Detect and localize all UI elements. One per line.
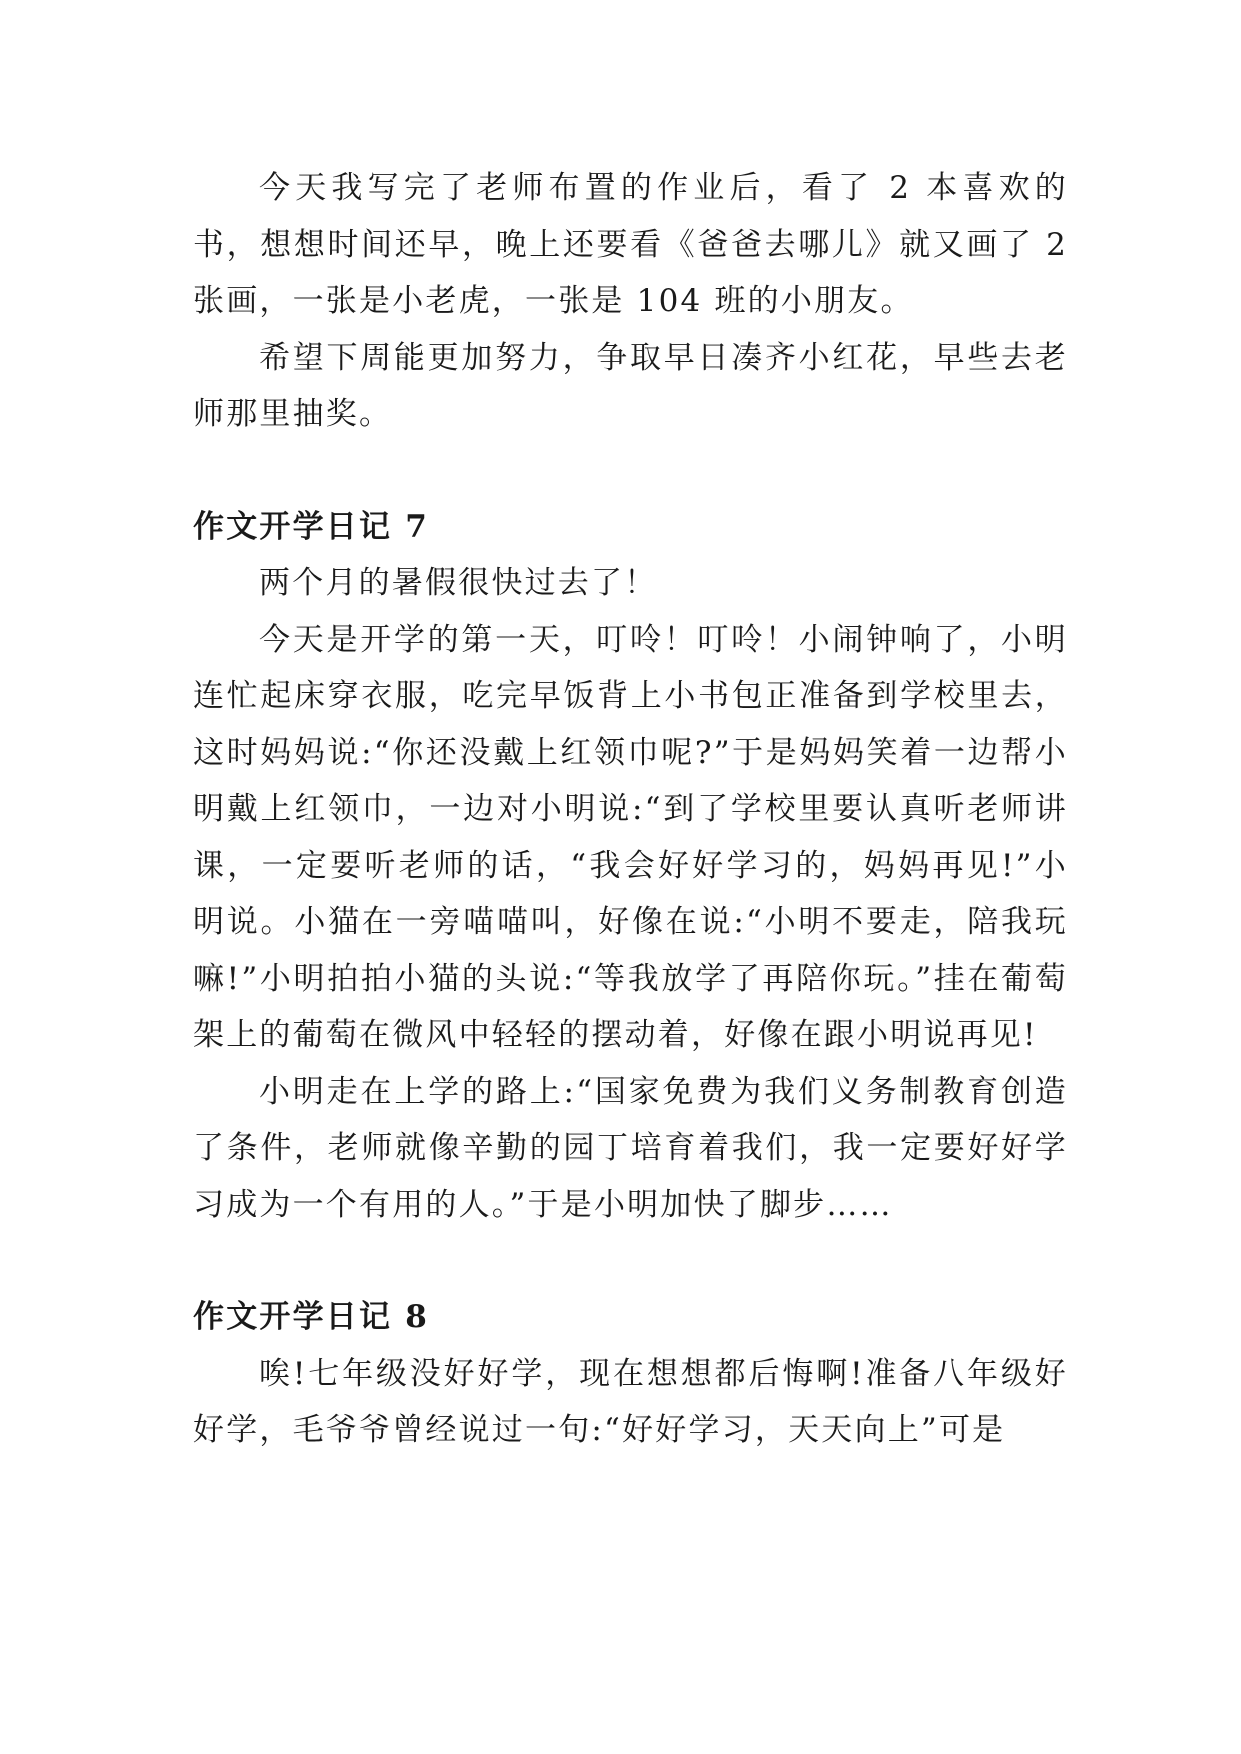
paragraph-homework: 今天我写完了老师布置的作业后，看了 2 本喜欢的书，想想时间还早，晚上还要看《爸爸去哪儿》就又画了 2 张画，一张是小老虎，一张是 104 班的小朋友。 — [193, 170, 1068, 319]
section-heading-7: 作文开学日记 7 — [193, 508, 429, 545]
paragraph-first-day: 今天是开学的第一天，叮呤！叮呤！小闹钟响了，小明连忙起床穿衣服，吃完早饭背上小书包正准备到学校里去，这时妈妈说:“你还没戴上红领巾呢?”于是妈妈笑着一边帮小明戴上红领巾，一边对小明说:“到了学校里要认真听老师讲课，一定要听老师的话，“我会好好学习的，妈妈再见!”小明说。小猫在一旁喵喵叫，好像在说:“小明不要走，陪我玩嘛!”小明拍拍小猫的头说:“等我放学了再陪你玩。”挂在葡萄架上的葡萄在微风中轻轻的摆动着，好像在跟小明说再见! — [193, 621, 1068, 1053]
section-spacer — [193, 1233, 1068, 1289]
section-spacer — [193, 443, 1068, 499]
paragraph-way-to-school: 小明走在上学的路上:“国家免费为我们义务制教育创造了条件，老师就像辛勤的园丁培育着我们，我一定要好好学习成为一个有用的人。”于是小明加快了脚步…… — [193, 1073, 1068, 1223]
section-heading-8: 作文开学日记 8 — [193, 1299, 429, 1335]
paragraph-hope: 希望下周能更加努力，争取早日凑齐小红花，早些去老师那里抽奖。 — [193, 339, 1068, 432]
paragraph-grade-seven: 唉!七年级没好好学，现在想想都后悔啊!准备八年级好好学，毛爷爷曾经说过一句:“好好学习，天天向上”可是 — [193, 1355, 1068, 1448]
document-page — [193, 160, 1068, 1459]
paragraph-summer-over: 两个月的暑假很快过去了！ — [259, 565, 658, 601]
